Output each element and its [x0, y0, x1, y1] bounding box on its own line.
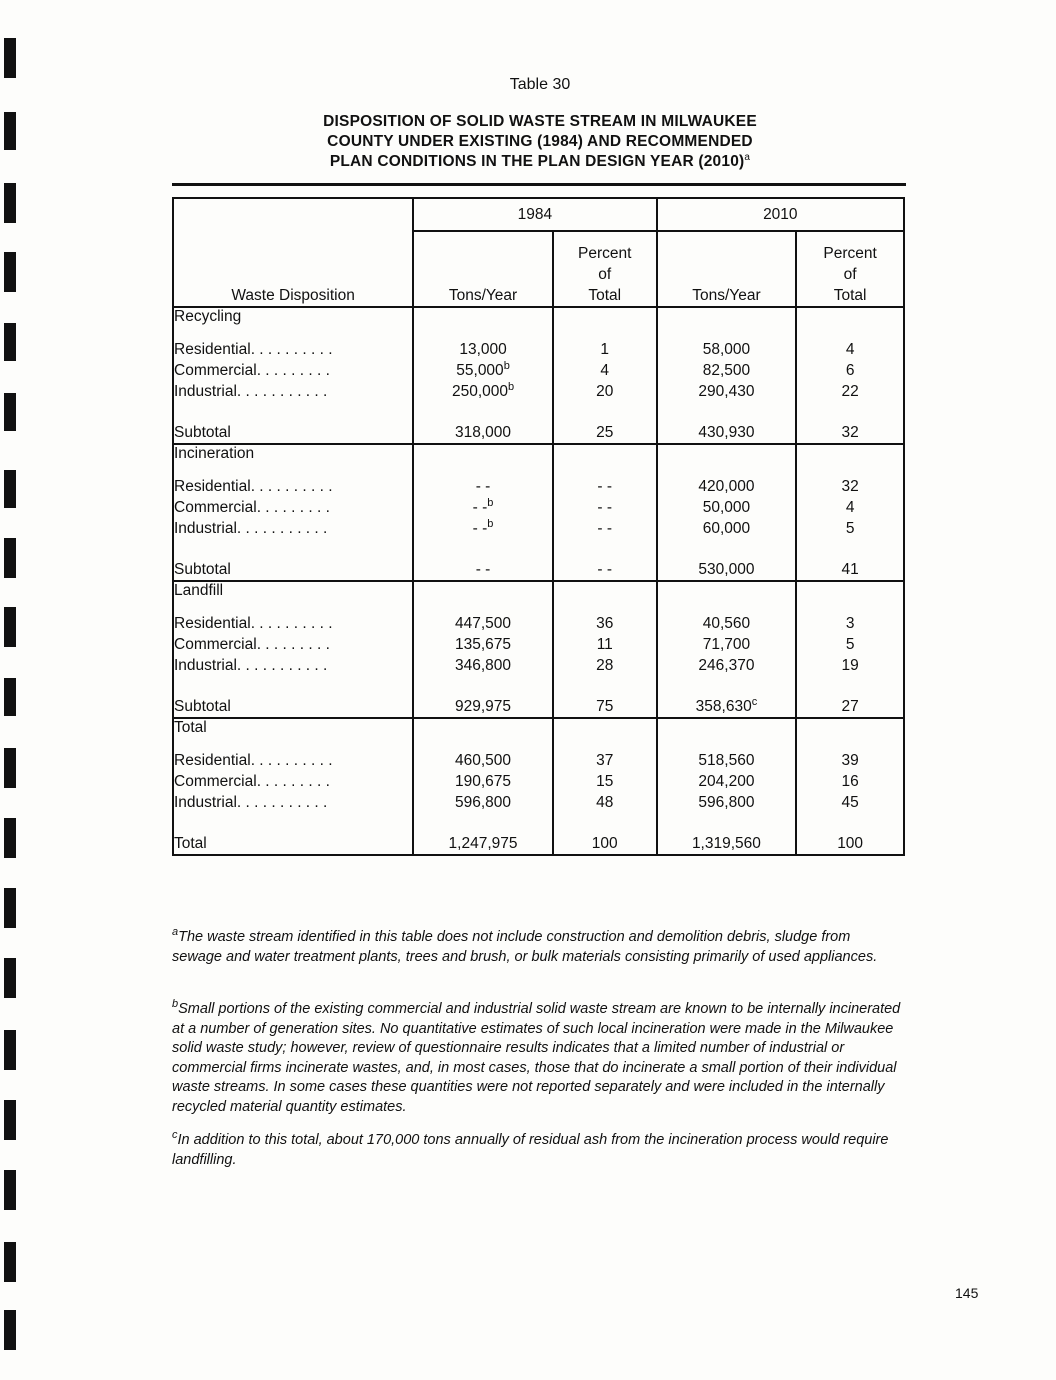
pct-1984-cell: 1	[553, 339, 657, 360]
cell-value: 596,800	[455, 793, 512, 811]
pct-1984-cell: 37	[553, 750, 657, 771]
percent-header: Percent of Total	[553, 231, 657, 307]
pct-1984-cell: 25	[553, 422, 657, 444]
row-label	[173, 476, 413, 497]
empty-cell	[796, 444, 904, 476]
row-label-text: Commercial	[174, 361, 257, 379]
row-label-text: Industrial	[174, 519, 237, 537]
tons-1984-cell	[413, 655, 553, 676]
heading-line: COUNTY UNDER EXISTING (1984) AND RECOMMENDED	[327, 133, 753, 150]
empty-cell	[413, 676, 553, 696]
pct-2010-cell: 19	[796, 655, 904, 676]
pct-2010-cell: 39	[796, 750, 904, 771]
binder-mark	[4, 958, 16, 998]
empty-cell	[173, 402, 413, 422]
table-label: Table 30	[509, 76, 571, 93]
empty-cell	[413, 307, 553, 339]
row-label-text: Industrial	[174, 656, 237, 674]
empty-cell	[173, 676, 413, 696]
tons-1984-cell	[413, 750, 553, 771]
cell-value: 460,500	[455, 751, 512, 769]
empty-cell	[413, 539, 553, 559]
subtotal-row	[173, 696, 904, 718]
waste-disposition-header: Waste Disposition	[173, 231, 413, 307]
cell-value: 596,800	[698, 793, 755, 811]
row-label	[173, 771, 413, 792]
cell-value: - -	[472, 498, 488, 516]
pct-1984-cell: 28	[553, 655, 657, 676]
row-label	[173, 792, 413, 813]
empty-cell	[796, 718, 904, 750]
tons-2010-cell	[657, 771, 797, 792]
binder-mark	[4, 1030, 16, 1070]
leader-dots: . . . . . . . . .	[256, 772, 330, 790]
pct-1984-cell: 11	[553, 634, 657, 655]
tons-1984-cell: 1,247,975	[413, 833, 553, 855]
row-label-text: Residential	[174, 340, 251, 358]
empty-cell	[657, 402, 797, 422]
group-title: Incineration	[173, 444, 413, 476]
cell-value: 346,800	[455, 656, 512, 674]
tons-2010-cell	[657, 559, 797, 581]
row-label	[173, 613, 413, 634]
leader-dots: . . . . . . . . . .	[250, 477, 333, 495]
subtotal-row	[173, 559, 904, 581]
empty-cell	[553, 581, 657, 613]
pct-1984-cell: - -	[553, 476, 657, 497]
group-title: Total	[173, 718, 413, 750]
empty-cell	[553, 539, 657, 559]
leader-dots: . . . . . . . . . . .	[236, 519, 328, 537]
cell-value: 71,700	[702, 635, 751, 653]
tons-2010-cell	[657, 833, 797, 855]
group-title-row	[173, 581, 904, 613]
tons-2010-cell	[657, 792, 797, 813]
pct-2010-cell: 6	[796, 360, 904, 381]
pct-1984-cell: 20	[553, 381, 657, 402]
binder-mark	[4, 538, 16, 578]
tons-1984-cell	[413, 497, 553, 518]
binder-mark	[4, 607, 16, 647]
pct-2010-cell: 4	[796, 339, 904, 360]
subtotal-label: Subtotal	[173, 696, 413, 718]
binder-mark	[4, 1310, 16, 1350]
empty-cell	[657, 676, 797, 696]
pct-2010-cell: 5	[796, 634, 904, 655]
leader-dots: . . . . . . . . . .	[250, 340, 333, 358]
leader-dots: . . . . . . . . .	[256, 498, 330, 516]
cell-value: 82,500	[702, 361, 751, 379]
footnote-text: In addition to this total, about 170,000 tons annually of residual ash from the incineration process would require landfilling.	[172, 1132, 889, 1168]
disposition-table	[172, 197, 905, 856]
heading-footnote-mark: a	[744, 151, 751, 163]
row-label	[173, 518, 413, 539]
tons-year-header: Tons/Year	[657, 231, 797, 307]
pct-1984-cell: 48	[553, 792, 657, 813]
empty-cell	[553, 813, 657, 833]
group-title: Recycling	[173, 307, 413, 339]
footnote-text: Small portions of the existing commercial and industrial solid waste stream are known to be internally incinerated at a number of generation sites. No quantitative estimates of such local incineration were made in the Milwaukee solid waste study; however, review of questionnaire results indicates that a limited number of industrial or commercial firms incinerate wastes, and, in most cases, those that do incinerate a small portion of their individual waste streams. In some cases these quantities were not reported separately and were included in the internally recycled material quantity estimates.	[172, 1001, 901, 1115]
binder-mark	[4, 38, 16, 78]
tons-2010-cell	[657, 696, 797, 718]
tons-2010-cell	[657, 655, 797, 676]
tons-1984-cell	[413, 634, 553, 655]
group-title: Landfill	[173, 581, 413, 613]
leader-dots: . . . . . . . . .	[256, 635, 330, 653]
tons-1984-cell	[413, 381, 553, 402]
row-label	[173, 750, 413, 771]
subtotal-row	[173, 422, 904, 444]
empty-cell	[173, 813, 413, 833]
tons-2010-cell	[657, 518, 797, 539]
tons-2010-cell	[657, 613, 797, 634]
empty-cell	[657, 539, 797, 559]
tons-1984-cell	[413, 518, 553, 539]
binder-mark	[4, 252, 16, 292]
table-heading	[250, 112, 830, 172]
table-row	[173, 655, 904, 676]
binder-mark	[4, 888, 16, 928]
tons-1984-cell	[413, 339, 553, 360]
spacer-row	[173, 402, 904, 422]
empty-cell	[553, 402, 657, 422]
pct-2010-cell: 4	[796, 497, 904, 518]
cell-footnote-mark: b	[503, 359, 510, 372]
tons-2010-cell	[657, 476, 797, 497]
tons-2010-cell	[657, 497, 797, 518]
pct-1984-cell: - -	[553, 559, 657, 581]
group-title-row	[173, 307, 904, 339]
table-row	[173, 634, 904, 655]
pct-2010-cell: 22	[796, 381, 904, 402]
tons-1984-cell	[413, 476, 553, 497]
row-label	[173, 339, 413, 360]
pct-1984-cell: 100	[553, 833, 657, 855]
table-row	[173, 360, 904, 381]
pct-2010-cell: 41	[796, 559, 904, 581]
cell-footnote-mark: b	[487, 517, 494, 530]
pct-2010-cell: 5	[796, 518, 904, 539]
subtotal-label: Subtotal	[173, 422, 413, 444]
pct-2010-cell: 32	[796, 422, 904, 444]
binder-mark	[4, 678, 16, 716]
tons-1984-cell: - -	[413, 559, 553, 581]
pct-1984-cell: - -	[553, 497, 657, 518]
empty-cell	[413, 581, 553, 613]
group-title-row	[173, 718, 904, 750]
pct-1984-cell: 15	[553, 771, 657, 792]
footnote-c	[172, 1131, 902, 1170]
binder-mark	[4, 323, 16, 361]
binder-mark	[4, 112, 16, 150]
subtotal-row	[173, 833, 904, 855]
row-label	[173, 634, 413, 655]
cell-footnote-mark: c	[751, 695, 758, 708]
tons-1984-cell	[413, 613, 553, 634]
footnote-b	[172, 1000, 902, 1117]
subtotal-label: Subtotal	[173, 559, 413, 581]
cell-value: 430,930	[698, 423, 755, 441]
cell-value: 60,000	[702, 519, 751, 537]
cell-value: 447,500	[455, 614, 512, 632]
empty-cell	[796, 581, 904, 613]
binder-mark	[4, 748, 16, 788]
leader-dots: . . . . . . . . .	[256, 361, 330, 379]
empty-cell	[413, 813, 553, 833]
tons-1984-cell	[413, 771, 553, 792]
tons-2010-cell	[657, 634, 797, 655]
binder-mark	[4, 470, 16, 508]
empty-cell	[553, 444, 657, 476]
empty-cell	[657, 718, 797, 750]
cell-value: 55,000	[456, 361, 504, 379]
leader-dots: . . . . . . . . . . .	[236, 656, 328, 674]
row-label	[173, 655, 413, 676]
empty-cell	[657, 813, 797, 833]
title-rule	[172, 183, 906, 186]
binder-mark	[4, 818, 16, 858]
row-label	[173, 360, 413, 381]
empty-cell	[553, 676, 657, 696]
empty-cell	[413, 402, 553, 422]
row-label-text: Commercial	[174, 635, 257, 653]
page-number: 145	[955, 1285, 979, 1301]
leader-dots: . . . . . . . . . .	[250, 614, 333, 632]
row-label-text: Industrial	[174, 793, 237, 811]
binder-mark	[4, 1242, 16, 1282]
cell-value: 190,675	[455, 772, 512, 790]
row-label-text: Commercial	[174, 498, 257, 516]
heading-line: DISPOSITION OF SOLID WASTE STREAM IN MILWAUKEE	[323, 113, 757, 130]
empty-cell	[796, 813, 904, 833]
row-label-text: Residential	[174, 477, 251, 495]
row-label	[173, 497, 413, 518]
spacer-row	[173, 813, 904, 833]
pct-2010-cell: 27	[796, 696, 904, 718]
tons-1984-cell	[413, 792, 553, 813]
leader-dots: . . . . . . . . . . .	[236, 793, 328, 811]
cell-value: 40,560	[702, 614, 751, 632]
table-row	[173, 613, 904, 634]
empty-cell	[413, 444, 553, 476]
pct-2010-cell: 45	[796, 792, 904, 813]
cell-value: 420,000	[698, 477, 755, 495]
cell-value: 204,200	[698, 772, 755, 790]
binder-mark	[4, 1100, 16, 1140]
cell-value: 58,000	[702, 340, 751, 358]
row-label-text: Residential	[174, 751, 251, 769]
row-label-text: Industrial	[174, 382, 237, 400]
footnote-mark: a	[172, 926, 179, 939]
binder-mark	[4, 393, 16, 431]
tons-1984-cell: 318,000	[413, 422, 553, 444]
pct-1984-cell: 36	[553, 613, 657, 634]
cell-value: - -	[472, 519, 488, 537]
pct-2010-cell: 100	[796, 833, 904, 855]
table-row	[173, 750, 904, 771]
tons-1984-cell: 929,975	[413, 696, 553, 718]
tons-2010-cell	[657, 750, 797, 771]
cell-value: - -	[475, 477, 491, 495]
tons-2010-cell	[657, 422, 797, 444]
empty-cell	[796, 307, 904, 339]
group-title-row	[173, 444, 904, 476]
pct-1984-cell: - -	[553, 518, 657, 539]
row-label	[173, 381, 413, 402]
year-2010-header: 2010	[657, 198, 904, 231]
pct-1984-cell: 75	[553, 696, 657, 718]
cell-value: 135,675	[455, 635, 512, 653]
cell-footnote-mark: b	[507, 380, 515, 393]
binder-mark	[4, 1170, 16, 1210]
empty-cell	[173, 539, 413, 559]
tons-year-header: Tons/Year	[413, 231, 553, 307]
table-row	[173, 792, 904, 813]
empty-cell	[796, 402, 904, 422]
pct-1984-cell: 4	[553, 360, 657, 381]
footnote-a	[172, 928, 902, 967]
table-row	[173, 339, 904, 360]
tons-1984-cell	[413, 360, 553, 381]
empty-cell	[657, 307, 797, 339]
binder-mark	[4, 183, 16, 223]
empty-cell	[553, 718, 657, 750]
leader-dots: . . . . . . . . . .	[250, 751, 333, 769]
cell-value: 1,319,560	[691, 834, 761, 852]
footnote-text: The waste stream identified in this table does not include construction and demolition debris, sludge from sewage and water treatment plants, trees and brush, or bulk materials consisting primarily of used appliances.	[172, 929, 878, 965]
row-label-text: Commercial	[174, 772, 257, 790]
table-row	[173, 771, 904, 792]
footnote-mark: c	[172, 1129, 178, 1142]
cell-value: 518,560	[698, 751, 755, 769]
pct-2010-cell: 16	[796, 771, 904, 792]
empty-cell	[796, 539, 904, 559]
table-row	[173, 497, 904, 518]
cell-value: 358,630	[695, 697, 752, 715]
heading-line: PLAN CONDITIONS IN THE PLAN DESIGN YEAR $(2010)^a$	[329, 151, 751, 170]
cell-value: 290,430	[698, 382, 755, 400]
spacer-row	[173, 676, 904, 696]
cell-value: 50,000	[702, 498, 751, 516]
cell-value: 530,000	[698, 560, 755, 578]
cell-value: 246,370	[698, 656, 755, 674]
empty-cell	[413, 718, 553, 750]
tons-2010-cell	[657, 360, 797, 381]
cell-value: 13,000	[459, 340, 507, 358]
empty-cell	[796, 676, 904, 696]
empty-cell	[657, 444, 797, 476]
year-1984-header: 1984	[413, 198, 656, 231]
cell-footnote-mark: b	[487, 496, 494, 509]
table-row	[173, 518, 904, 539]
subtotal-label: Total	[173, 833, 413, 855]
table-row	[173, 381, 904, 402]
empty-cell	[553, 307, 657, 339]
header-blank	[173, 198, 413, 231]
percent-header: Percent of Total	[796, 231, 904, 307]
pct-2010-cell: 3	[796, 613, 904, 634]
empty-cell	[657, 581, 797, 613]
cell-value: 250,000	[451, 382, 508, 400]
pct-2010-cell: 32	[796, 476, 904, 497]
tons-2010-cell	[657, 339, 797, 360]
spacer-row	[173, 539, 904, 559]
leader-dots: . . . . . . . . . . .	[236, 382, 328, 400]
footnote-mark: b	[172, 998, 179, 1011]
row-label-text: Residential	[174, 614, 251, 632]
tons-2010-cell	[657, 381, 797, 402]
table-row	[173, 476, 904, 497]
